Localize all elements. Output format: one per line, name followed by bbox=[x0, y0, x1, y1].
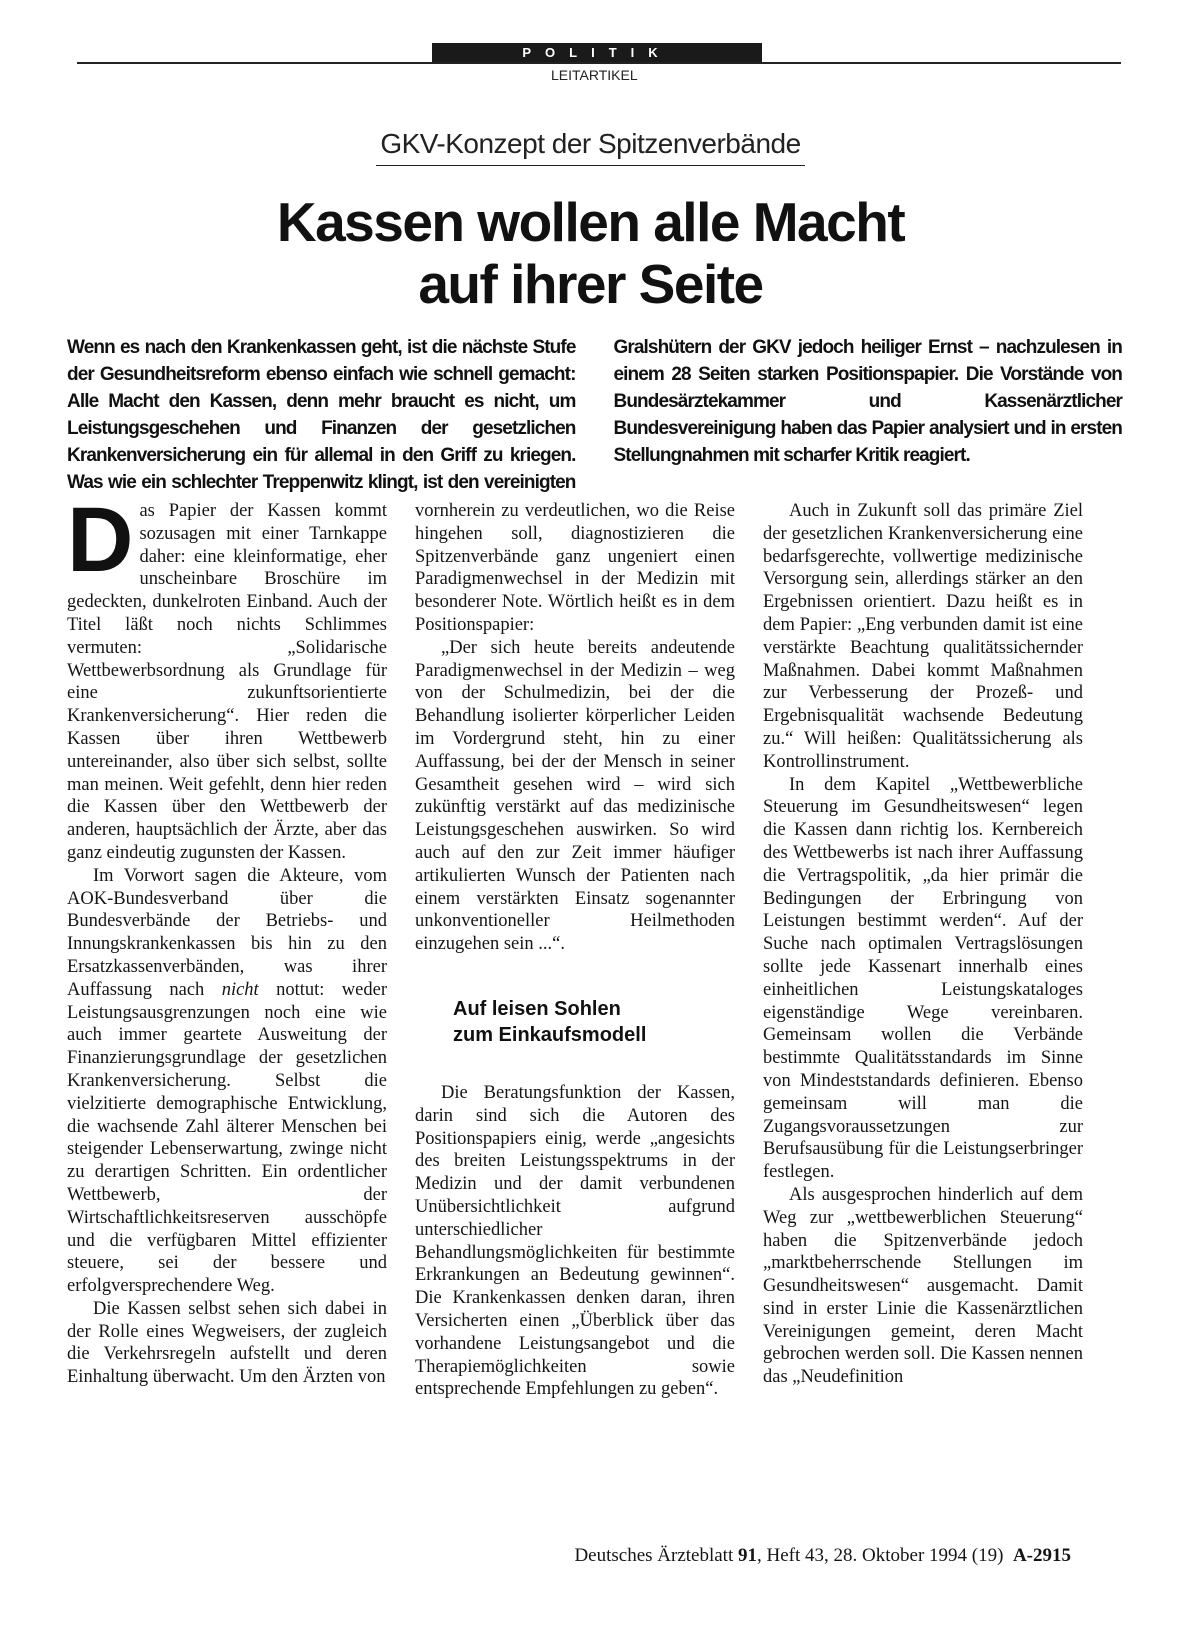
drop-cap: D bbox=[67, 489, 134, 591]
emphasis: nicht bbox=[221, 979, 259, 1000]
article-column-2 bbox=[415, 500, 735, 1401]
paragraph: Als ausgesprochen hinderlich auf dem Weg zur „wettbewerblichen Steuerung“ haben die Spitzenverbände jedoch „marktbeherrschende Stellungen im Gesundheitswesen“ ausgemacht. Damit sind in erster Linie die Kassenärztlichen Vereinigungen gemeint, deren Macht gebrochen werden soll. Die Kassen nennen das „Neudefinition bbox=[763, 1184, 1083, 1388]
headline bbox=[0, 191, 1181, 315]
article-column-1 bbox=[67, 489, 387, 1389]
subheading-line-1: Auf leisen Sohlen bbox=[453, 997, 621, 1020]
kicker-text: GKV-Konzept der Spitzenverbände bbox=[376, 128, 804, 166]
paragraph: Auch in Zukunft soll das primäre Ziel der gesetzlichen Krankenversicherung eine bedarfsgerechte, vollwertige medizinische Versorgung sein, allerdings stärker an den Ergebnissen orientiert. Dazu heißt es in dem Papier: „Eng verbunden damit ist eine verstärkte Beachtung qualitätssichernder Maßnahmen. Dabei kommt Maßnahmen zur Verbesserung der Prozeß- und Ergebnisqualität wachsende Bedeutung zu.“ Will heißen: Qualitätssicherung als Kontrollinstrument. bbox=[763, 501, 1083, 772]
volume-number: 91 bbox=[738, 1545, 757, 1566]
journal-name: Deutsches Ärzteblatt bbox=[574, 1545, 734, 1566]
paragraph: In dem Kapitel „Wettbewerbliche Steuerung im Gesundheitswesen“ legen die Kassen dann richtig los. Kernbereich des Wettbewerbs ist nach ihrer Auffassung die Vertragspolitik, „da hier primär die Bedingungen der Erbringung von Leistungen bestimmt werden“. Auf der Suche nach optimalen Vertragslösungen sollte jede Kassenart innerhalb eines einheitlichen Leistungskataloges eigenständige Wege vereinbaren. Gemeinsam wollen die Verbände bestimmte Qualitätsstandards im Sinne von Mindeststandards definieren. Ebenso gemeinsam will man die Zugangsvoraussetzungen zur Berufsausübung für die Leistungserbringer festlegen. bbox=[763, 774, 1083, 1183]
kicker bbox=[0, 128, 1181, 166]
section-label: POLITIK bbox=[432, 43, 762, 62]
text-run: nottut: weder Leistungsausgrenzungen noch eine wie auch immer geartete Ausweitung der Finanzierungsgrundlage der gesetzlichen Krankenversicherung. Selbst die vielzitierte demographische Entwicklung, die wachsende Zahl älterer Menschen bei steigender Lebenserwartung, zwinge nicht zu derartigen Schritten. Ein ordentlicher Wettbewerb, der Wirtschaftlichkeitsreserven ausschöpfe und die verfügbaren Mittel effizienter steuere, sei der bessere und erfolgversprechendere Weg. bbox=[67, 979, 387, 1297]
text-run: Im Vorwort sagen die Akteure, vom AOK-Bundesverband über die Bundesverbände der Betriebs- und Innungskrankenkassen bis hin zu den Ersatzkassenverbänden, was ihrer Auffassung nach bbox=[67, 865, 387, 1000]
lead-paragraph: Wenn es nach den Krankenkassen geht, ist die nächste Stufe der Gesundheitsreform ebenso einfach wie schnell gemacht: Alle Macht den Kassen, denn mehr braucht es nicht, um Leistungsgeschehen und Finanzen der gesetzlichen Krankenversicherung ein für allemal in den Griff zu kriegen. Was wie ein schlechter Treppenwitz klingt, ist den vereinigten Gralshütern der GKV jedoch heiliger Ernst – nachzulesen in einem 28 Seiten starken Positionspapier. Die Vorstände von Bundesärztekammer und Kassenärztlicher Bundesvereinigung haben das Papier analysiert und in ersten Stellungnahmen mit scharfer Kritik reagiert. bbox=[67, 337, 1122, 493]
paragraph: vornherein zu verdeutlichen, wo die Reise hingehen soll, diagnostizieren die Spitzenverbände ganz ungeniert einen Paradigmenwechsel in der Medizin mit besonderer Note. Wörtlich heißt es in dem Positionspapier: bbox=[415, 501, 735, 635]
paragraph: Die Beratungsfunktion der Kassen, darin sind sich die Autoren des Positionspapiers einig, werde „angesichts des breiten Leistungsspektrums in der Medizin und der damit verbundenen Unübersichtlichkeit aufgrund unterschiedlicher Behandlungsmöglichkeiten für bestimmte Erkrankungen an Bedeutung gewinnen“. Die Krankenkassen denken daran, ihren Versicherten einen „Überblick über das vorhandene Leistungsangebot und die Therapiemöglichkeiten sowie entsprechende Empfehlungen zu geben“. bbox=[415, 1082, 735, 1400]
page-number: A-2915 bbox=[1012, 1545, 1071, 1566]
header-rule bbox=[77, 62, 1121, 64]
page-footer: Deutsches Ärzteblatt 91, Heft 43, 28. Oktober 1994 (19) A-2915 bbox=[574, 1545, 1071, 1566]
subheading-line-2: zum Einkaufsmodell bbox=[453, 1023, 647, 1046]
subheading bbox=[453, 996, 735, 1048]
headline-line-2: auf ihrer Seite bbox=[418, 253, 763, 315]
issue-date: Heft 43, 28. Oktober 1994 (19) bbox=[766, 1545, 1004, 1566]
paragraph: as Papier der Kassen kommt sozusagen mit einer Tarnkappe daher: eine kleinformatige, eher unscheinbare Broschüre im gedeckten, dunkelroten Einband. Auch der Titel läßt noch nichts Schlimmes vermuten: „Solidarische Wettbewerbsordnung als Grundlage für eine zukunftsorientierte Krankenversicherung“. Hier reden die Kassen über ihren Wettbewerb untereinander, also über sich selbst, sollte man meinen. Weit gefehlt, denn hier reden die Kassen über den Wettbewerb der anderen, hauptsächlich der Ärzte, aber das ganz eindeutig zugunsten der Kassen. bbox=[67, 501, 387, 863]
paragraph: Die Kassen selbst sehen sich dabei in der Rolle eines Wegweisers, der zugleich die Verkehrsregeln aufstellt und deren Einhaltung überwacht. Um den Ärzten von bbox=[67, 1298, 387, 1388]
paragraph bbox=[67, 865, 387, 1298]
article-column-3 bbox=[763, 500, 1083, 1389]
paragraph: „Der sich heute bereits andeutende Paradigmenwechsel in der Medizin – weg von der Schulmedizin, bei der die Behandlung isolierter körperlicher Leiden im Vordergrund steht, hin zu einer Auffassung, bei der der Mensch in seiner Gesamtheit gesehen wird – wird sich zukünftig verstärkt auf das medizinische Leistungsgeschehen auswirken. So wird auch auf den zur Zeit immer häufiger artikulierten Wunsch der Patienten nach einem verstärkten Einsatz sogenannter unkonventioneller Heilmethoden einzugehen sein ...“. bbox=[415, 637, 735, 955]
headline-line-1: Kassen wollen alle Macht bbox=[276, 191, 905, 253]
subsection-label: LEITARTIKEL bbox=[551, 67, 638, 83]
